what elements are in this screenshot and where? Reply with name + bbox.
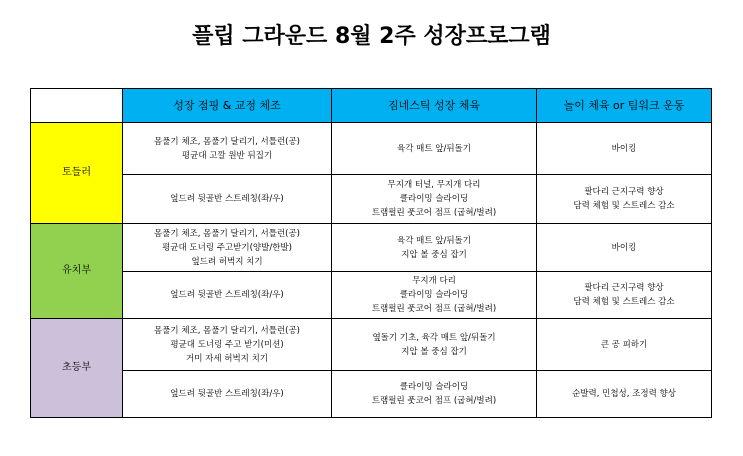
- cell-line: 육각 매트 앞/뒤돌기: [397, 235, 471, 246]
- cell-growth-jumping: [123, 175, 332, 224]
- cell-growth-jumping: [123, 123, 332, 175]
- cell-line: 무지개 터널, 무지개 다리: [387, 180, 481, 190]
- table-row: [31, 175, 712, 224]
- cell-play-teamwork: [537, 123, 712, 175]
- cell-gymnastics: [332, 175, 537, 224]
- cell-gymnastics: [332, 319, 537, 371]
- cell-play-teamwork: [537, 224, 712, 272]
- cell-gymnastics: [332, 123, 537, 175]
- cell-gymnastics: [332, 272, 537, 319]
- cell-line: 엎드려 뒷골반 스트레칭(좌/우): [170, 290, 284, 300]
- cell-play-teamwork: [537, 175, 712, 224]
- cell-gymnastics: [332, 371, 537, 418]
- cell-line: 지압 볼 중심 잡기: [401, 346, 467, 357]
- cell-play-teamwork: [537, 272, 712, 319]
- cell-line: 트램펄린 풋코어 점프 (굽혀/벌려): [371, 208, 497, 218]
- cell-growth-jumping: [123, 319, 332, 371]
- page-title: 플립 그라운드 8월 2주 성장프로그램: [192, 24, 551, 49]
- group-label-kindergarten: 유치부: [31, 224, 123, 319]
- cell-line: 담력 체험 및 스트레스 감소: [573, 201, 675, 211]
- cell-growth-jumping: [123, 371, 332, 418]
- cell-line: 클라이밍 슬라이딩: [399, 194, 469, 204]
- cell-line: 무지개 다리: [412, 276, 456, 286]
- cell-play-teamwork: [537, 371, 712, 418]
- table-row: [31, 319, 712, 371]
- cell-line: 몸풀기 체조, 몸풀기 달리기, 서틀런(공): [153, 228, 300, 239]
- header-growth-jumping: 성장 점핑 & 교정 체조: [123, 89, 332, 123]
- cell-line: 지압 볼 중심 잡기: [401, 249, 467, 260]
- cell-line: 트램펄린 풋코어 점프 (굽혀/벌려): [371, 396, 497, 406]
- cell-line: 담력 체험 및 스트레스 감소: [573, 297, 675, 307]
- cell-line: 엎드려 뒷골반 스트레칭(좌/우): [170, 389, 284, 399]
- cell-line: 옆돌기 기초, 육각 매트 앞/뒤돌기: [372, 332, 496, 343]
- cell-line: 팔다리 근지구력 향상: [584, 187, 664, 197]
- cell-line: 육각 매트 앞/뒤돌기: [397, 143, 471, 154]
- cell-line: 바이킹: [611, 143, 637, 154]
- header-row: [31, 89, 712, 123]
- header-gymnastics: 짐네스틱 성장 체육: [332, 89, 537, 123]
- cell-line: 몸풀기 체조, 몸풀기 달리기, 서틀런(공): [153, 325, 300, 336]
- cell-line: 순발력, 민첩성, 조정력 향상: [572, 389, 676, 399]
- cell-gymnastics: [332, 224, 537, 272]
- cell-line: 엎드려 허벅지 치기: [191, 256, 263, 267]
- cell-line: 몸풀기 체조, 몸풀기 달리기, 서틀런(공): [153, 136, 300, 147]
- cell-line: 거미 자세 허벅지 치기: [185, 353, 268, 364]
- table-row: [31, 224, 712, 272]
- group-label-toddler: 토들러: [31, 123, 123, 224]
- group-label-elementary: 초등부: [31, 319, 123, 418]
- header-play-teamwork: 놀이 체육 or 팀워크 운동: [537, 89, 712, 123]
- cell-line: 바이킹: [611, 242, 637, 253]
- cell-line: 클라이밍 슬라이딩: [399, 382, 469, 392]
- cell-line: 평균대 도너링 주고받기(양발/한발): [162, 242, 292, 253]
- table-row: [31, 272, 712, 319]
- cell-growth-jumping: [123, 272, 332, 319]
- table-row: [31, 371, 712, 418]
- header-corner-cell: [31, 89, 123, 123]
- cell-line: 평균대 도너링 주고 받기(미션): [170, 339, 284, 350]
- cell-line: 팔다리 근지구력 향상: [584, 283, 664, 293]
- cell-play-teamwork: [537, 319, 712, 371]
- cell-line: 큰 공 피하기: [600, 339, 648, 350]
- cell-line: 엎드려 뒷골반 스트레칭(좌/우): [170, 194, 284, 204]
- cell-growth-jumping: [123, 224, 332, 272]
- cell-line: 트램펄린 풋코어 점프 (굽혀/벌려): [371, 304, 497, 314]
- table-row: [31, 123, 712, 175]
- program-table: [30, 88, 712, 418]
- cell-line: 평균대 고깔 원반 뒤집기: [181, 150, 273, 161]
- cell-line: 클라이밍 슬라이딩: [399, 290, 469, 300]
